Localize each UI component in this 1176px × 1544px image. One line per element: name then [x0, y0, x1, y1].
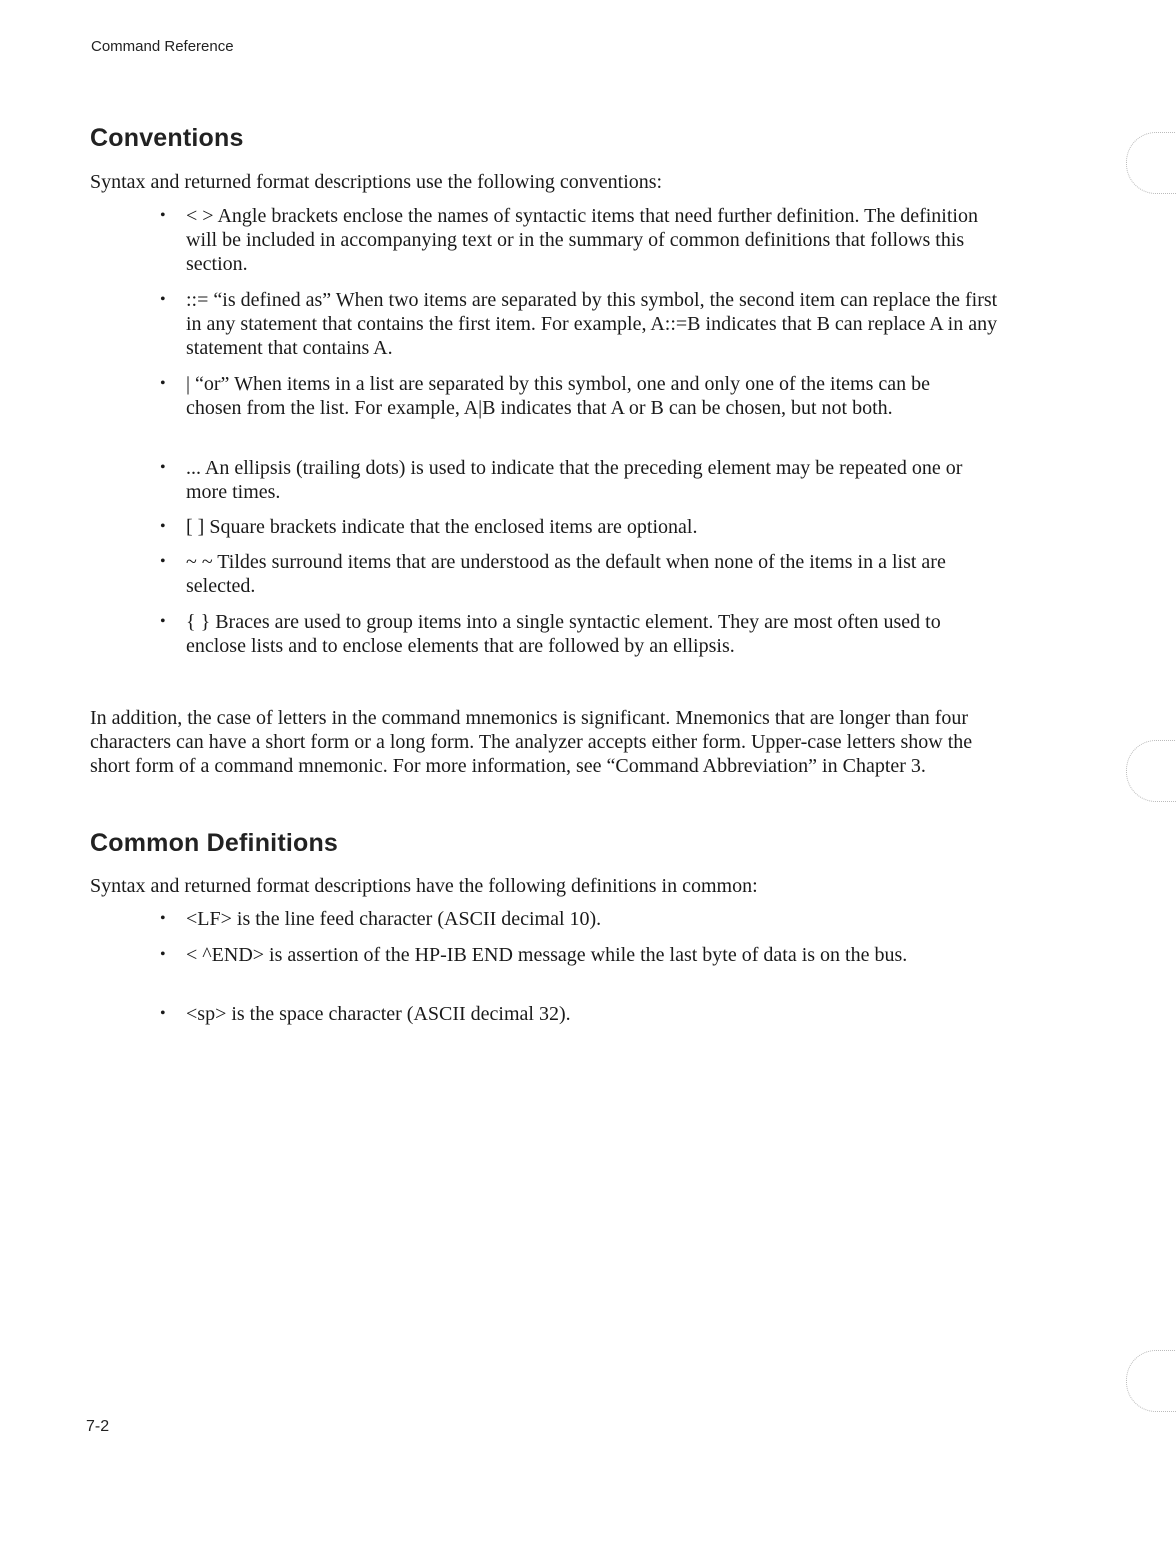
bullet-icon: • [160, 291, 166, 308]
bullet-icon: • [160, 375, 166, 392]
convention-symbol: < > [186, 205, 214, 227]
convention-symbol: ::= [186, 289, 209, 311]
conventions-intro: Syntax and returned format descriptions use the following conventions: [90, 171, 663, 193]
definition-item-sp [160, 1002, 1006, 1026]
running-header: Command Reference [91, 38, 234, 55]
bullet-icon: • [160, 207, 166, 224]
case-significance-paragraph: In addition, the case of letters in the command mnemonics is significant. Mnemonics that are longer than four characters can have a short form or a long form. The analyzer accepts either form. Upper-case letters show the short form of a command mnemonic. For more information, see “Command Abbreviation” in Chapter 3. [90, 707, 973, 777]
convention-item-braces [160, 610, 986, 658]
definition-text: <LF> is the line feed character (ASCII decimal 10). [186, 908, 602, 930]
bullet-icon: • [160, 1005, 166, 1022]
bullet-icon: • [160, 910, 166, 927]
definition-item-lf [160, 907, 1006, 931]
convention-item-tildes [160, 550, 986, 598]
convention-text: Square brackets indicate that the enclosed items are optional. [209, 516, 698, 538]
convention-item-defined-as [160, 288, 1006, 360]
bullet-icon: • [160, 946, 166, 963]
convention-symbol: ~ ~ [186, 551, 213, 573]
convention-symbol: [ ] [186, 516, 205, 538]
bullet-icon: • [160, 459, 166, 476]
convention-item-ellipsis [160, 456, 1006, 504]
binder-hole-mark [1126, 132, 1176, 194]
convention-symbol: ... [186, 457, 201, 479]
convention-symbol: { } [186, 611, 211, 633]
convention-item-or [160, 372, 986, 420]
binder-hole-mark [1126, 740, 1176, 802]
convention-text: Angle brackets enclose the names of syntactic items that need further definition. The definition will be included in accompanying text or in the summary of common definitions that follows this section. [186, 205, 978, 275]
convention-text: Braces are used to group items into a single syntactic element. They are most often used to enclose lists and to enclose elements that are followed by an ellipsis. [186, 611, 941, 657]
convention-text: “or” When items in a list are separated by this symbol, one and only one of the items can be chosen from the list. For example, A|B indicates that A or B can be chosen, but not both. [186, 373, 930, 419]
common-definitions-intro: Syntax and returned format descriptions have the following definitions in common: [90, 875, 758, 897]
definition-text: <sp> is the space character (ASCII decimal 32). [186, 1003, 571, 1025]
convention-text: An ellipsis (trailing dots) is used to indicate that the preceding element may be repeated one or more times. [186, 457, 963, 503]
bullet-icon: • [160, 553, 166, 570]
binder-hole-mark [1126, 1350, 1176, 1412]
convention-item-square-brackets [160, 515, 1006, 539]
conventions-heading: Conventions [90, 124, 244, 152]
common-definitions-heading: Common Definitions [90, 829, 339, 857]
convention-text: Tildes surround items that are understood as the default when none of the items in a list are selected. [186, 551, 946, 597]
bullet-icon: • [160, 613, 166, 630]
convention-text: “is defined as” When two items are separated by this symbol, the second item can replace the first in any statement that contains the first item. For example, A::=B indicates that B can replace A in any statement that contains A. [186, 289, 998, 359]
convention-symbol: | [186, 373, 191, 395]
page-number: 7-2 [86, 1418, 110, 1435]
convention-item-angle-brackets [160, 204, 986, 276]
bullet-icon: • [160, 518, 166, 535]
definition-text: < ^END> is assertion of the HP-IB END message while the last byte of data is on the bus. [186, 944, 908, 966]
definition-item-end [160, 943, 1006, 967]
